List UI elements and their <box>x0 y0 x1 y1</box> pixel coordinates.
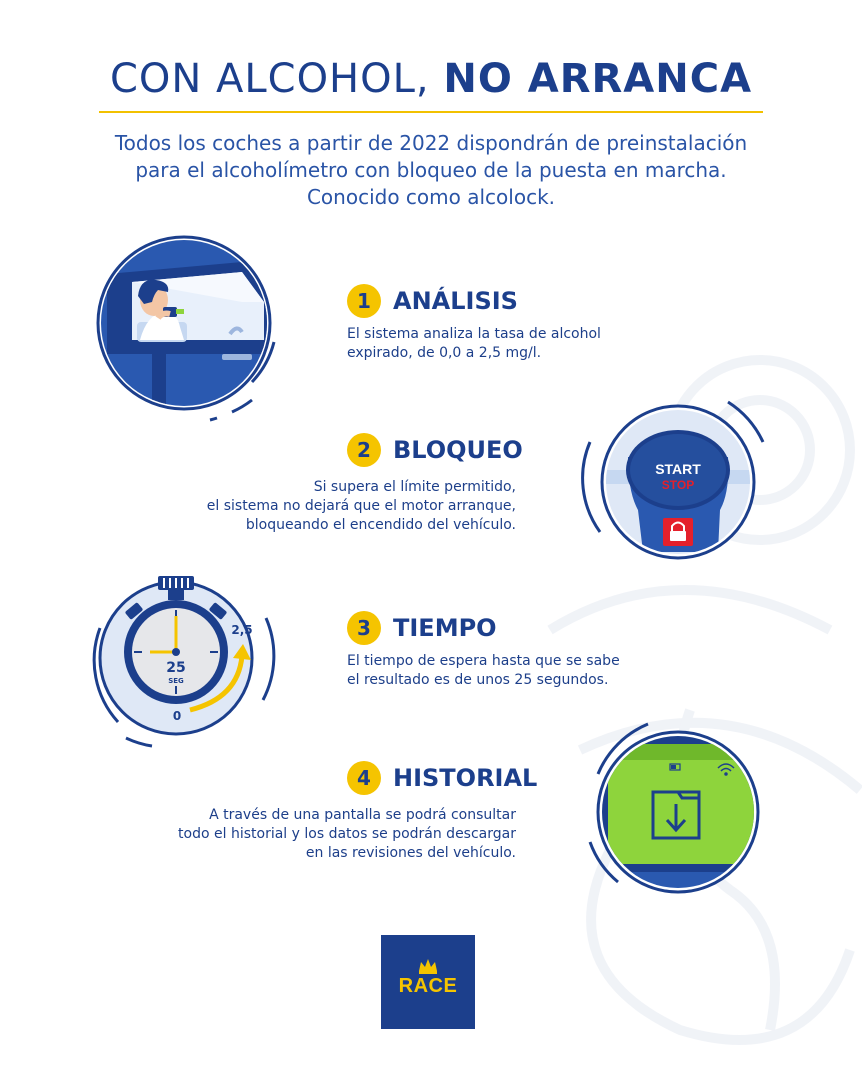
step-desc-line: Si supera el límite permitido, <box>313 479 516 495</box>
crown-icon <box>417 957 439 975</box>
page-title <box>0 56 862 102</box>
stopwatch-icon <box>88 570 283 750</box>
step-number: 2 <box>347 433 381 467</box>
race-logo-text: RACE <box>398 975 458 997</box>
step-title: HISTORIAL <box>393 764 538 792</box>
title-divider <box>99 111 763 113</box>
step-desc-line: A través de una pantalla se podrá consultar <box>209 807 516 823</box>
title-bold: NO ARRANCA <box>443 56 753 102</box>
timer-value: 25 <box>166 660 186 676</box>
step-1-header <box>347 284 518 318</box>
subtitle-line: para el alcoholímetro con bloqueo de la puesta en marcha. <box>135 158 727 182</box>
step-2-description <box>207 478 516 535</box>
timer-unit: SEG <box>168 677 184 685</box>
step-number: 4 <box>347 761 381 795</box>
subtitle-line: Todos los coches a partir de 2022 dispondrán de preinstalación <box>114 131 748 155</box>
timer-min-label: 0 <box>172 709 182 723</box>
step-desc-line: el sistema no dejará que el motor arranque, <box>206 498 516 514</box>
step-title: TIEMPO <box>393 614 497 642</box>
step-2-header <box>347 433 523 467</box>
subtitle <box>60 130 802 211</box>
step-3-header <box>347 611 497 645</box>
step-4-header <box>347 761 537 795</box>
step-title: ANÁLISIS <box>393 287 518 315</box>
step-desc-line: expirado, de 0,0 a 2,5 mg/l. <box>347 345 542 361</box>
title-light: CON ALCOHOL, <box>109 56 430 102</box>
driver-breathalyzer-icon <box>92 232 292 432</box>
start-stop-button-icon <box>578 392 778 572</box>
step-desc-line: El tiempo de espera hasta que se sabe <box>347 653 620 669</box>
step-desc-line: el resultado es de unos 25 segundos. <box>347 672 609 688</box>
step-desc-line: El sistema analiza la tasa de alcohol <box>347 326 601 342</box>
step-4-description <box>178 806 516 863</box>
race-logo <box>381 935 475 1029</box>
step-number: 1 <box>347 284 381 318</box>
step-title: BLOQUEO <box>393 436 523 464</box>
start-label: START <box>655 461 701 477</box>
step-1-description <box>347 325 601 363</box>
stop-label: STOP <box>661 478 695 492</box>
step-3-description <box>347 652 620 690</box>
timer-max-label: 2,5 <box>231 623 253 637</box>
subtitle-line: Conocido como alcolock. <box>306 185 556 209</box>
screen-download-icon <box>578 712 773 902</box>
step-desc-line: todo el historial y los datos se podrán descargar <box>178 826 516 842</box>
step-desc-line: en las revisiones del vehículo. <box>305 845 516 861</box>
step-number: 3 <box>347 611 381 645</box>
step-desc-line: bloqueando el encendido del vehículo. <box>245 517 516 533</box>
